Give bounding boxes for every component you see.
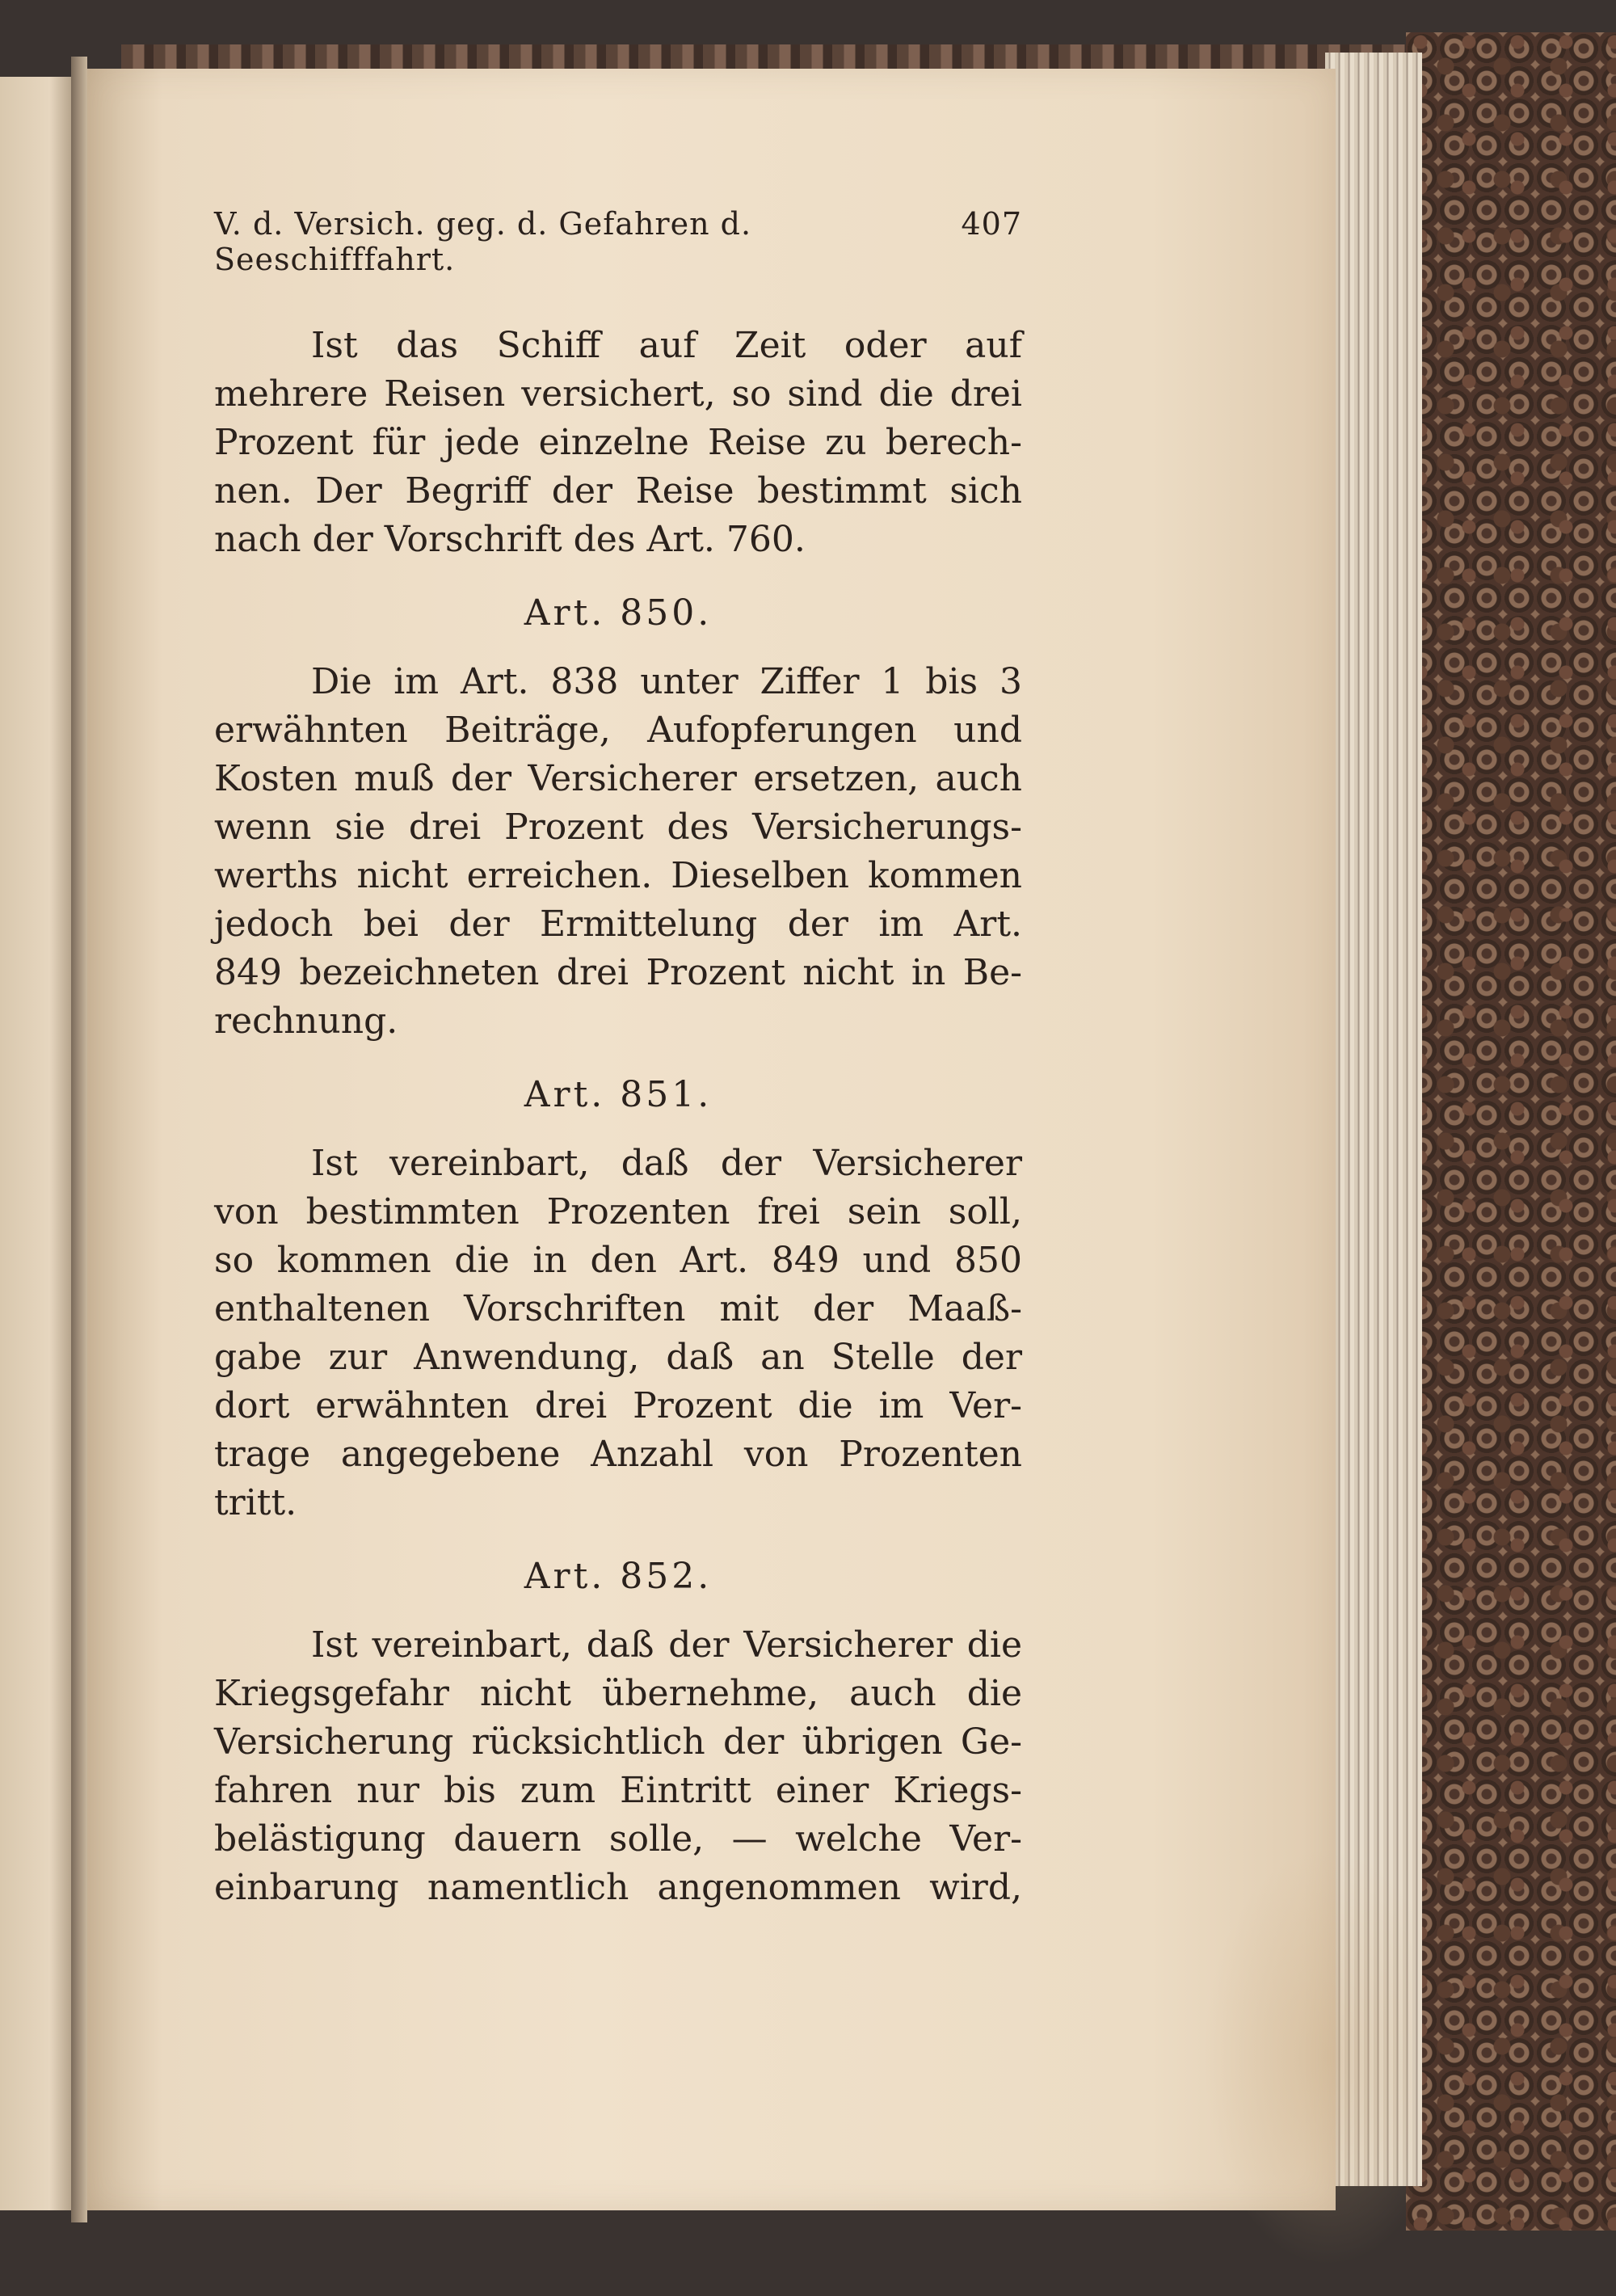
running-header — [214, 206, 1022, 277]
paragraph-art-850 — [214, 658, 1022, 1046]
text-line: Ist das Schiff auf Zeit oder auf — [311, 325, 1022, 366]
text-line: gabe zur Anwendung, daß an Stelle der — [214, 1337, 1022, 1378]
page-number: 407 — [961, 206, 1022, 242]
text-line: nen. Der Begriff der Reise bestimmt sich — [214, 470, 1022, 512]
marbled-cover-right — [1406, 32, 1616, 2231]
text-line: Die im Art. 838 unter Ziffer 1 bis 3 — [311, 661, 1022, 702]
text-line: Prozent für jede einzelne Reise zu berech- — [214, 422, 1022, 463]
text-line: enthaltenen Vorschriften mit der Maaß- — [214, 1288, 1022, 1329]
text-line: Kosten muß der Versicherer ersetzen, auch — [214, 758, 1022, 799]
article-heading-850: Art. 850. — [524, 592, 713, 634]
text-line: werths nicht erreichen. Dieselben kommen — [214, 855, 1022, 896]
paragraph-art-852 — [214, 1621, 1022, 1912]
text-line: dort erwähnten drei Prozent die im Ver- — [214, 1385, 1022, 1426]
left-page-edge — [0, 77, 73, 2210]
text-line: belästigung dauern solle, — welche Ver- — [214, 1818, 1022, 1860]
book-gutter — [71, 57, 87, 2222]
text-line: wenn sie drei Prozent des Versicherungs- — [214, 807, 1022, 848]
text-line: einbarung namentlich angenommen wird, — [214, 1867, 1022, 1908]
paragraph-intro — [214, 322, 1022, 564]
text-line: fahren nur bis zum Eintritt einer Kriegs- — [214, 1770, 1022, 1811]
text-line: nach der Vorschrift des Art. 760. — [214, 519, 806, 560]
running-title: V. d. Versich. geg. d. Gefahren d. Seeschifffahrt. — [214, 206, 752, 277]
text-line: von bestimmten Prozenten frei sein soll, — [214, 1191, 1022, 1232]
article-heading-851: Art. 851. — [524, 1074, 713, 1115]
text-line: Ist vereinbart, daß der Versicherer — [311, 1143, 1022, 1184]
text-line: mehrere Reisen versichert, so sind die drei — [214, 373, 1022, 415]
water-stain — [1202, 1847, 1412, 2267]
text-line: Versicherung rücksichtlich der übrigen Ge- — [214, 1721, 1022, 1763]
text-line: 849 bezeichneten drei Prozent nicht in Be- — [214, 952, 1022, 993]
text-line: Kriegsgefahr nicht übernehme, auch die — [214, 1673, 1022, 1714]
text-line: jedoch bei der Ermittelung der im Art. — [214, 904, 1022, 945]
text-line: rechnung. — [214, 1001, 398, 1042]
paragraph-art-851 — [214, 1140, 1022, 1527]
page-text — [214, 206, 1022, 1912]
text-line: Ist vereinbart, daß der Versicherer die — [311, 1624, 1022, 1666]
article-heading-852: Art. 852. — [524, 1556, 713, 1597]
text-line: so kommen die in den Art. 849 und 850 — [214, 1240, 1022, 1281]
text-line: trage angegebene Anzahl von Prozenten tritt. — [214, 1434, 1022, 1523]
text-line: erwähnten Beiträge, Aufopferungen und — [214, 710, 1022, 751]
